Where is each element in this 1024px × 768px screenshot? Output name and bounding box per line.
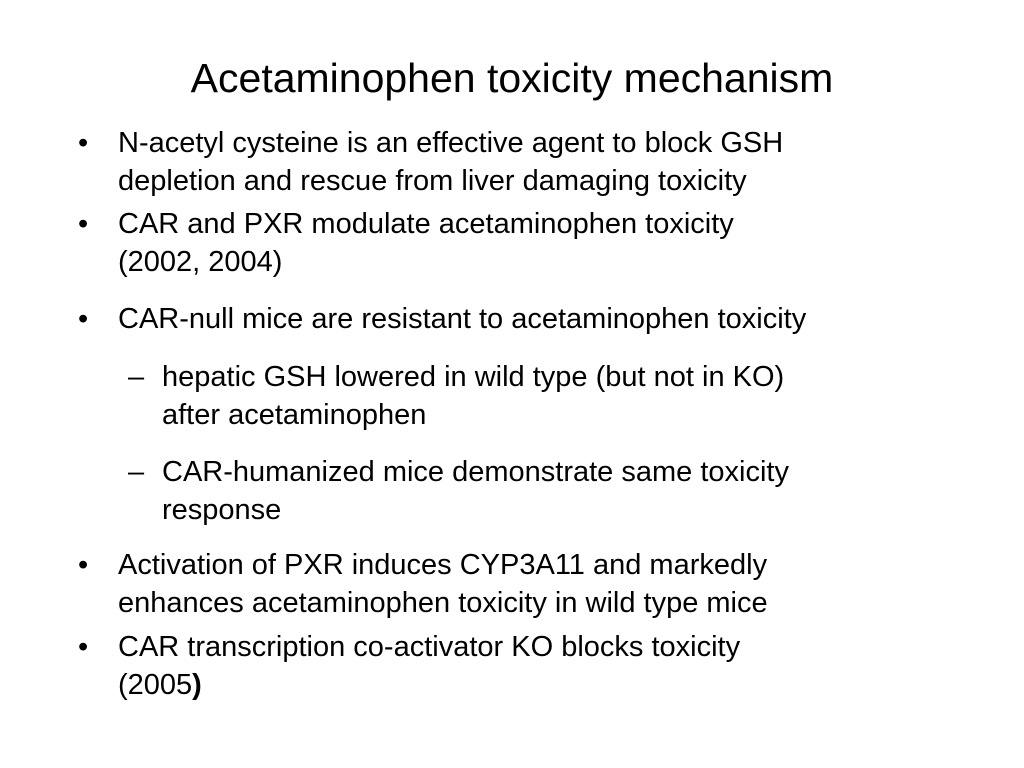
bullet-1-line-1: N-acetyl cysteine is an effective agent to block GSH bbox=[118, 127, 784, 159]
sub-bullet-2-line-2: response bbox=[162, 494, 282, 526]
bullet-marker: • bbox=[78, 631, 89, 663]
bullet-3-line-1: CAR-null mice are resistant to acetaminophen toxicity bbox=[118, 303, 807, 335]
sub-bullet-1-line-2: after acetaminophen bbox=[162, 399, 427, 431]
bullet-marker: • bbox=[78, 208, 89, 240]
bullet-5-line-2 bbox=[118, 666, 202, 704]
bullet-1-line-2: depletion and rescue from liver damaging toxicity bbox=[118, 165, 747, 197]
bullet-5-line-2-text: (2005 bbox=[118, 669, 193, 701]
slide-title: Acetaminophen toxicity mechanism bbox=[190, 55, 834, 101]
bullet-5-line-2-bold-paren: ) bbox=[192, 669, 202, 701]
bullet-marker: • bbox=[78, 127, 89, 159]
bullet-4-line-1: Activation of PXR induces CYP3A11 and markedly bbox=[118, 549, 768, 581]
bullet-2-line-2: (2002, 2004) bbox=[118, 246, 283, 278]
bullet-4-line-2: enhances acetaminophen toxicity in wild type mice bbox=[118, 587, 768, 619]
bullet-marker: • bbox=[78, 549, 89, 581]
bullet-5-line-1: CAR transcription co-activator KO blocks toxicity bbox=[118, 631, 741, 663]
bullet-marker: • bbox=[78, 303, 89, 335]
bullet-2-line-1: CAR and PXR modulate acetaminophen toxicity bbox=[118, 208, 734, 240]
sub-bullet-marker: – bbox=[128, 361, 145, 393]
sub-bullet-2-line-1: CAR-humanized mice demonstrate same toxicity bbox=[162, 456, 789, 488]
sub-bullet-marker: – bbox=[128, 456, 145, 488]
sub-bullet-1-line-1: hepatic GSH lowered in wild type (but not in KO) bbox=[162, 361, 785, 393]
